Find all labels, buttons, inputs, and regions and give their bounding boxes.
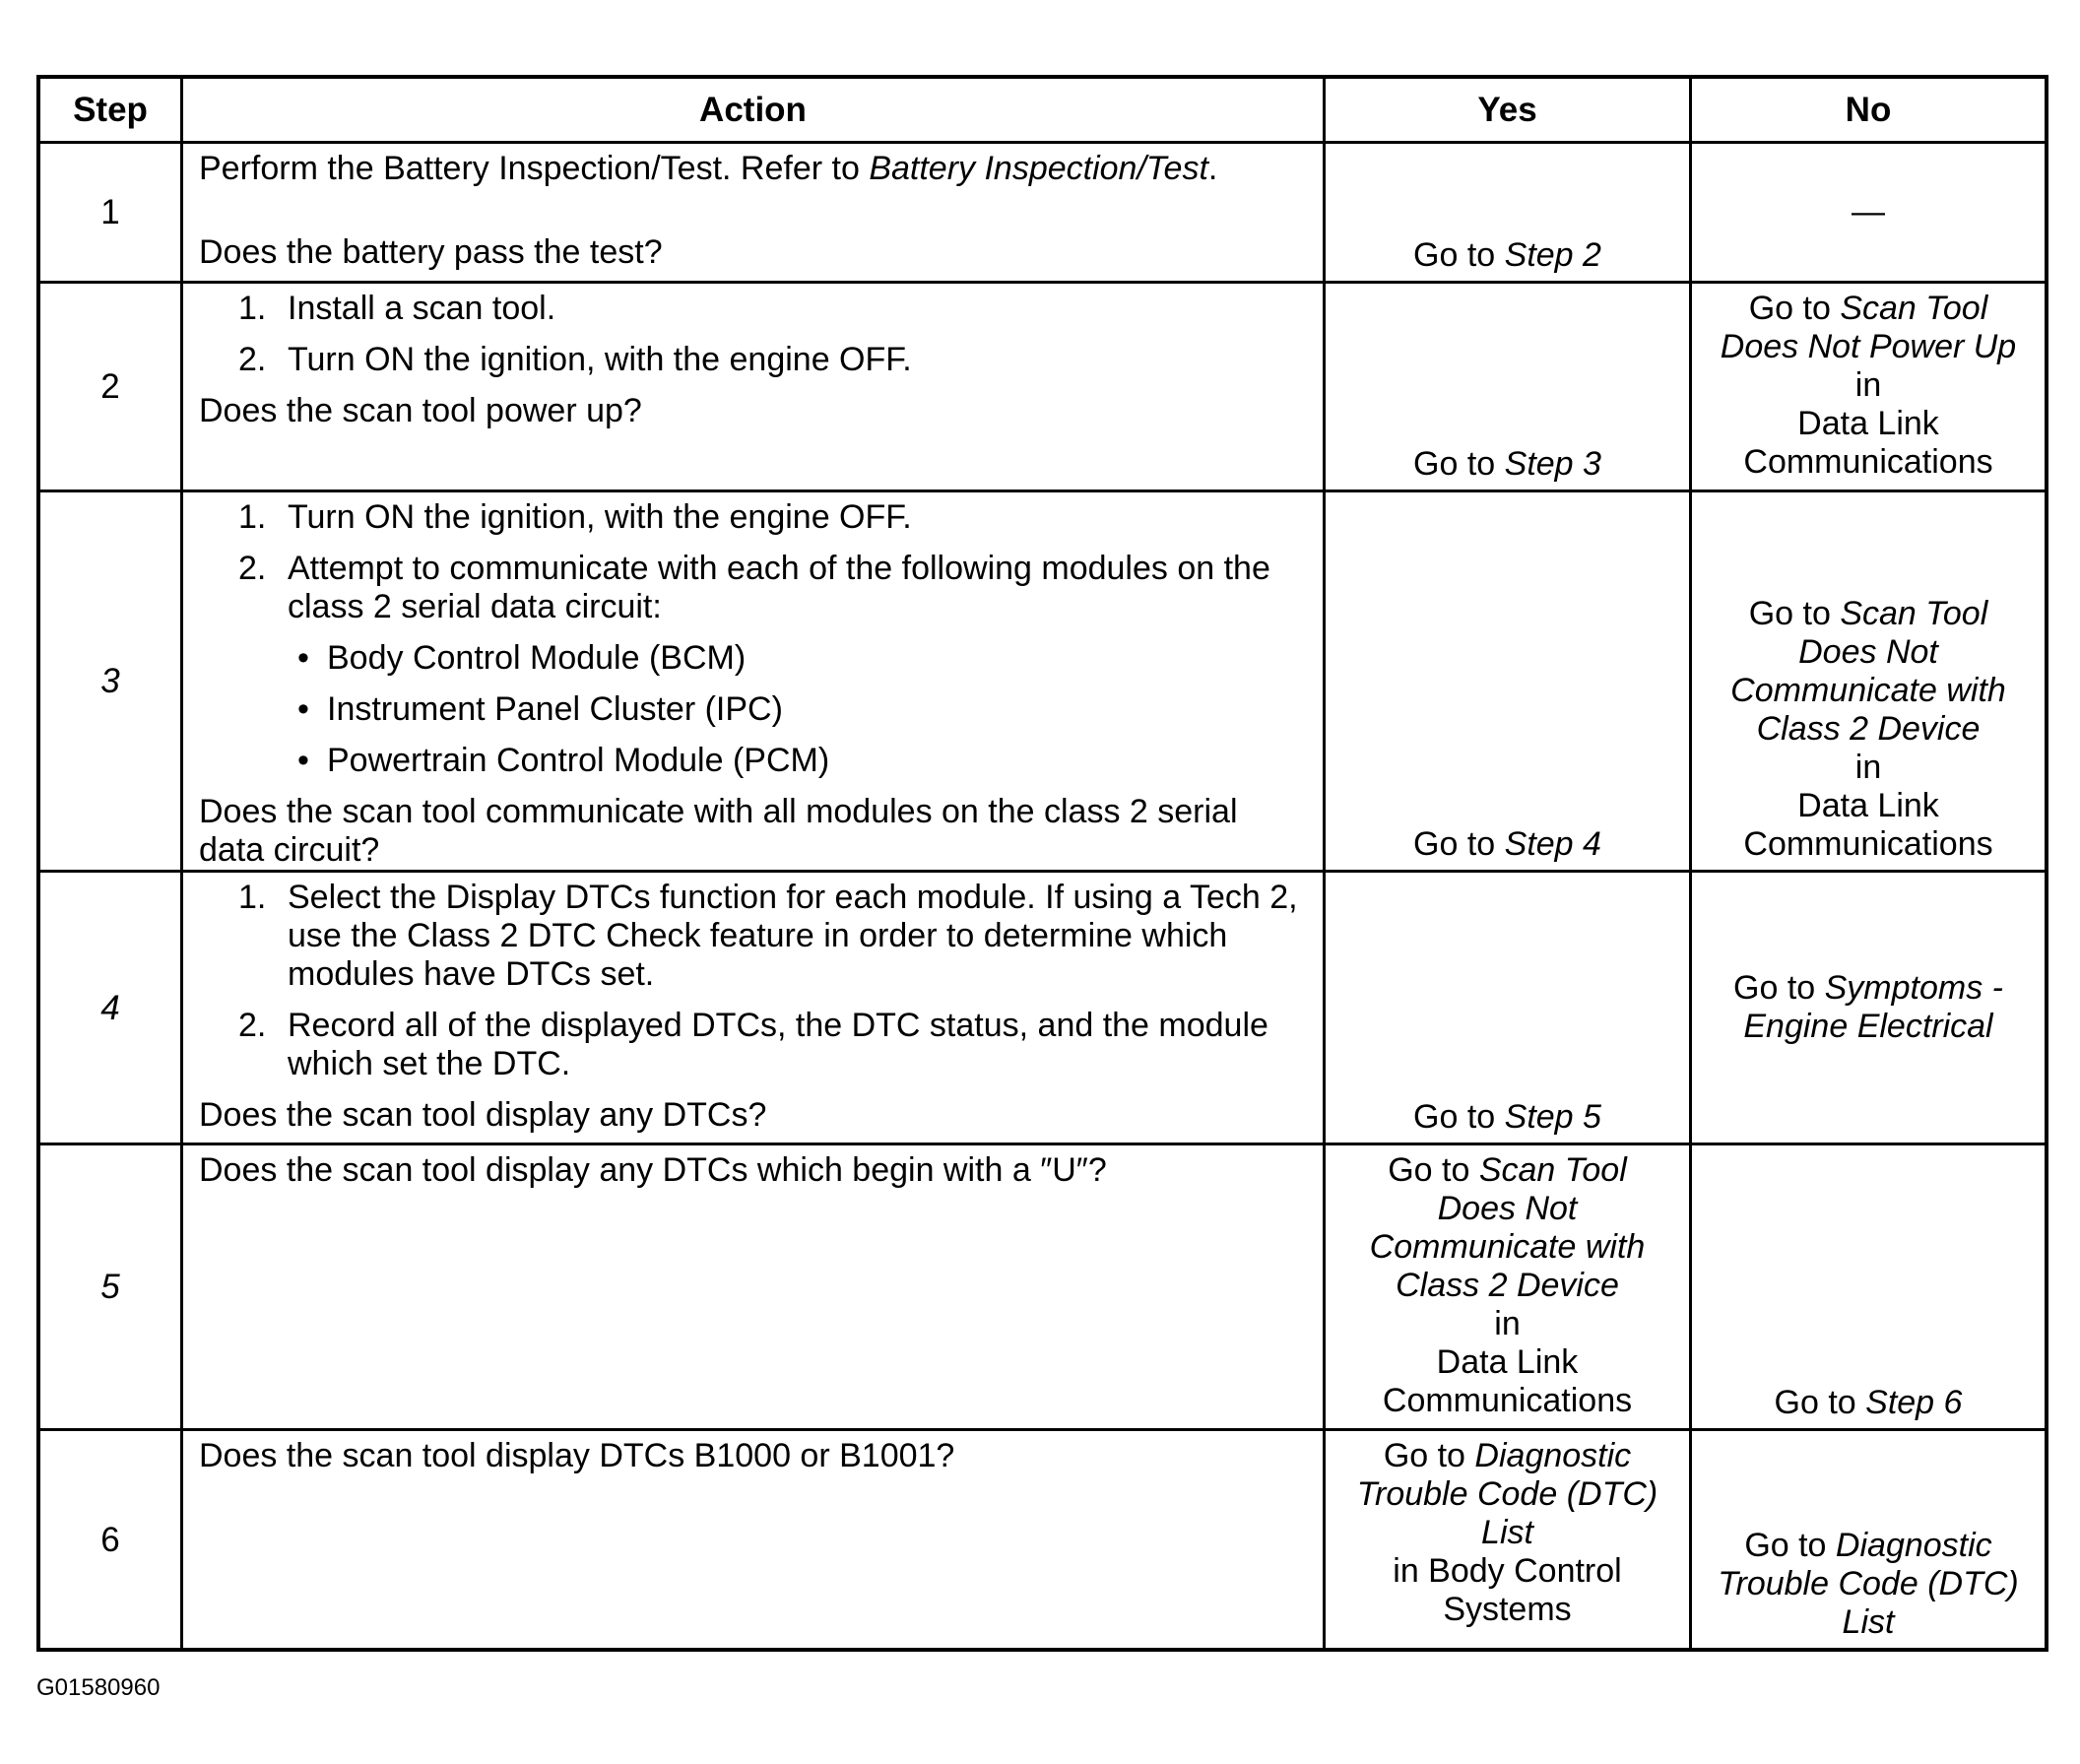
action-cell bbox=[183, 1145, 1326, 1431]
action-cell bbox=[183, 1431, 1326, 1648]
action-question: Does the scan tool communicate with all modules on the class 2 serial data circuit? bbox=[199, 793, 1238, 869]
header-yes: Yes bbox=[1326, 79, 1692, 144]
yes-cell: Go to Step 4 bbox=[1326, 492, 1692, 873]
bullet-item: • Powertrain Control Module (PCM) bbox=[297, 742, 830, 779]
list-item: 2. Record all of the displayed DTCs, the DTC status, and the module which set the DTC. bbox=[238, 1007, 1268, 1082]
step-number: 2 bbox=[40, 284, 183, 492]
list-item: 2. Turn ON the ignition, with the engine OFF. bbox=[238, 341, 912, 378]
step-number: 1 bbox=[40, 144, 183, 284]
action-cell bbox=[183, 492, 1326, 873]
list-item: 1. Turn ON the ignition, with the engine OFF. bbox=[238, 498, 912, 536]
list-item: 2. Attempt to communicate with each of the following modules on the class 2 serial data circuit: bbox=[238, 550, 1270, 625]
no-cell: Go to Scan Tool Does Not Communicate with Class 2 Device in Data Link Communications bbox=[1692, 492, 2045, 873]
step-number: 4 bbox=[40, 873, 183, 1145]
yes-cell: Go to Step 3 bbox=[1326, 284, 1692, 492]
action-cell bbox=[183, 284, 1326, 492]
no-cell: — bbox=[1692, 144, 2045, 284]
header-step: Step bbox=[40, 79, 183, 144]
list-item: 1. Select the Display DTCs function for each module. If using a Tech 2, use the Class 2 DTC Check feature in order to determine which modules have DTCs set. bbox=[238, 879, 1298, 993]
yes-cell: Go to Diagnostic Trouble Code (DTC) List in Body Control Systems bbox=[1326, 1431, 1692, 1648]
no-cell: Go to Scan Tool Does Not Power Up in Data Link Communications bbox=[1692, 284, 2045, 492]
no-cell: Go to Diagnostic Trouble Code (DTC) List bbox=[1718, 1527, 2019, 1641]
bullet-item: • Instrument Panel Cluster (IPC) bbox=[297, 690, 783, 728]
step-number: 5 bbox=[40, 1145, 183, 1431]
action-cell bbox=[183, 144, 1326, 284]
no-cell: Go to Symptoms - Engine Electrical bbox=[1692, 873, 2045, 1145]
action-instruction: Perform the Battery Inspection/Test. Refer to Battery Inspection/Test. bbox=[199, 150, 1218, 187]
no-cell: Go to Step 6 bbox=[1692, 1145, 2045, 1431]
list-item: 1. Install a scan tool. bbox=[238, 290, 556, 327]
step-number: 3 bbox=[40, 492, 183, 873]
yes-cell: Go to Step 2 bbox=[1326, 144, 1692, 284]
action-question: Does the scan tool display any DTCs? bbox=[199, 1096, 767, 1134]
header-no: No bbox=[1692, 79, 2045, 144]
action-question: Does the scan tool display any DTCs which begin with a ″U″? bbox=[199, 1151, 1107, 1189]
header-action: Action bbox=[183, 79, 1326, 144]
action-cell bbox=[183, 873, 1326, 1145]
yes-cell: Go to Step 5 bbox=[1326, 873, 1692, 1145]
step-number: 6 bbox=[40, 1431, 183, 1648]
action-question: Does the scan tool display DTCs B1000 or B1001? bbox=[199, 1437, 955, 1474]
diagnostic-table bbox=[36, 75, 2048, 1652]
figure-id: G01580960 bbox=[36, 1674, 161, 1701]
action-question: Does the battery pass the test? bbox=[199, 233, 663, 271]
action-question: Does the scan tool power up? bbox=[199, 392, 642, 429]
yes-cell: Go to Scan Tool Does Not Communicate with Class 2 Device in Data Link Communications bbox=[1326, 1145, 1692, 1431]
bullet-item: • Body Control Module (BCM) bbox=[297, 639, 747, 677]
